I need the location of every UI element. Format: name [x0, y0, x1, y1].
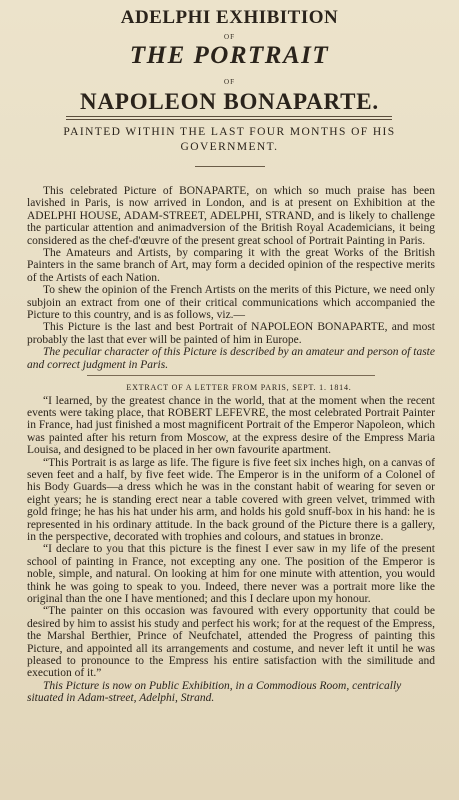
paragraph: This celebrated Picture of BONAPARTE, on which so much praise has been lavished in Paris, is now arrived in London, and is at present on Exhibition at the ADELPHI HOUSE, ADAM-STREET, ADELPHI, STRAND, and is likely to challenge the particular attention and animadversion of the British Royal Academicians, it being considered as the chef-d'œuvre of the present great school of Portrait Painting in Paris.: [27, 185, 435, 247]
divider: [195, 166, 265, 167]
letter-paragraph: “I learned, by the greatest chance in the world, that at the moment when the recent events were taking place, that ROBERT LEFEVRE, the most celebrated Portrait Painter in France, had just finished a most magnificent Portrait of the Emperor Napoleon, which was painted after his return from Moscow, at the express desire of the Empress Maria Louisa, and designed to be placed in her own favourite apartment.: [27, 394, 435, 457]
paragraph: The Amateurs and Artists, by comparing it with the great Works of the British Painters in the same branch of Art, may form a decided opinion of the respective merits of the Artists of each Nation.: [27, 247, 435, 284]
title-line-portrait: THE PORTRAIT: [129, 42, 330, 69]
letter-paragraph: “This Portrait is as large as life. The figure is five feet six inches high, on a canvas of seven feet and a half, by five feet wide. The Emperor is in the uniform of a Colonel of his Body Guards—a dress which he was in the constant habit of wearing for seven or eight years; he is standing erect near a table covered with green velvet, trimmed with gold fringe; he has his hat under his arm, and holds his gold snuff-box in his hand: he is represented in his ordinary attitude. In the back ground of the Picture there is a gallery, in the perspective, decorated with trophies and colours, and statues in bronze.: [27, 456, 435, 543]
letter-paragraph: “I declare to you that this picture is the finest I ever saw in my life of the present school of painting in France, not excepting any one. The position of the Emperor is noble, simple, and natural. On looking at him for one minute with attention, you would think he was going to speak to you. Indeed, there never was a portrait more like the original than the one I have mentioned; and this I declare upon my honour.: [27, 543, 435, 605]
footer-note: This Picture is now on Public Exhibition, in a Commodious Room, centrically situated in Adam-street, Adelphi, Strand.: [27, 679, 402, 705]
title-line-adelphi: ADELPHI EXHIBITION: [120, 7, 339, 28]
body-text: [27, 185, 435, 705]
italic-note: The peculiar character of this Picture is described by an amateur and person of taste and correct judgment in Paris.: [27, 346, 435, 371]
title-line-napoleon: NAPOLEON BONAPARTE.: [80, 89, 379, 114]
paragraph: This Picture is the last and best Portrait of NAPOLEON BONAPARTE, and most probably the last that ever will be painted of him in Europe.: [27, 321, 435, 346]
of-separator-2: OF: [224, 78, 235, 86]
subtitle: PAINTED WITHIN THE LAST FOUR MONTHS OF HIS GOVERNMENT.: [63, 126, 396, 153]
letter-paragraph: “The painter on this occasion was favoured with every opportunity that could be desired by him to assist his study and perfect his work; for at the request of the Empress, the Marshal Berthier, Prince of Neufchatel, attended the Progress of painting this Picture, and appointed all its arrangements and costume, and never left it until he was pleased to pronounce to the Empress his entire satisfaction with the similitude and execution of it.”: [27, 605, 435, 680]
double-rule: [66, 116, 392, 118]
paragraph: To shew the opinion of the French Artists on the merits of this Picture, we need only subjoin an extract from one of their critical communications which accompanied the Picture to this country, and is as follows, viz.—: [27, 284, 435, 322]
extract-heading: EXTRACT OF A LETTER FROM PARIS, SEPT. 1. 1814.: [126, 383, 352, 393]
extract-rule: [87, 375, 375, 376]
of-separator-1: OF: [224, 33, 235, 41]
